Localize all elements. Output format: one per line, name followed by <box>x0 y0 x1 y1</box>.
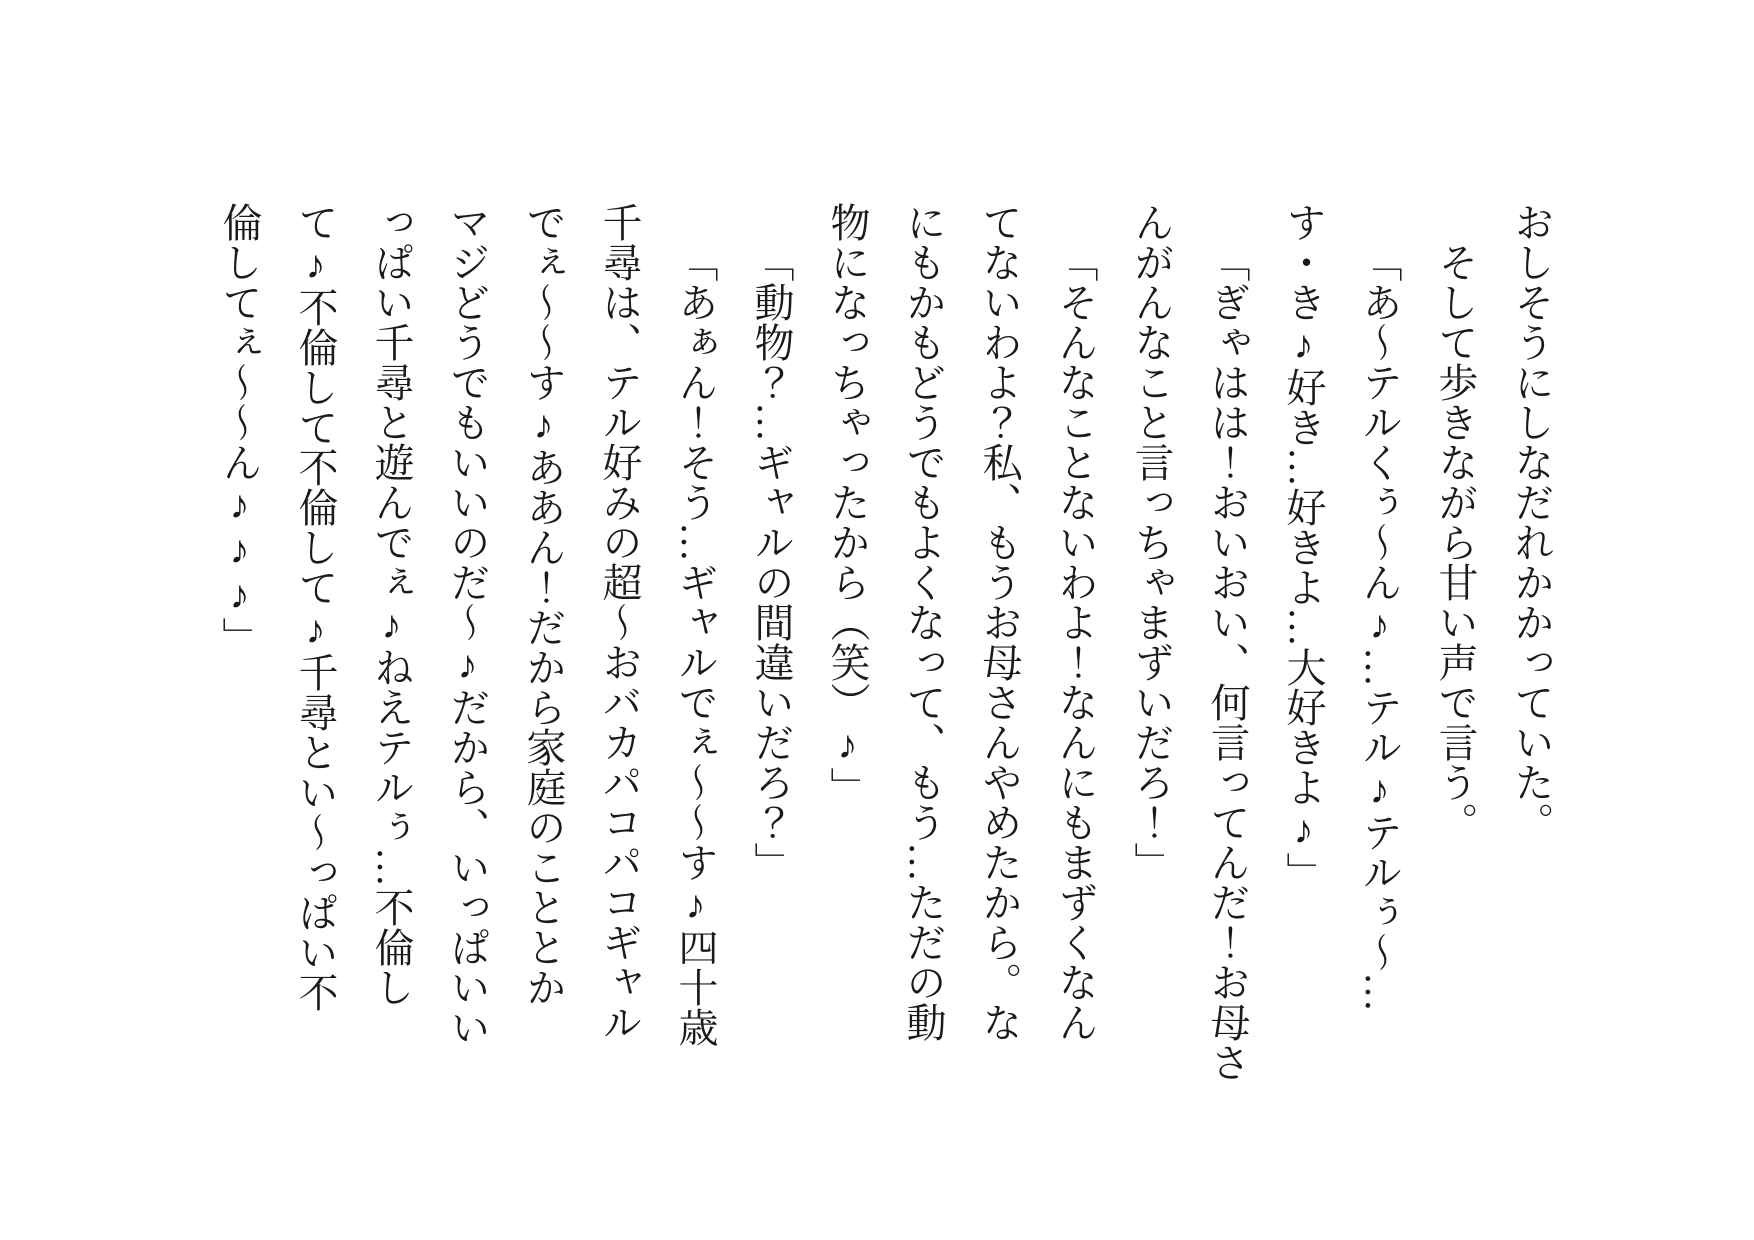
text-line: 倫してぇ〜〜ん♪♪♪」 <box>217 202 262 657</box>
text-line: 「そんなことないわよ！なんにもまずくなん <box>1053 242 1098 1042</box>
text-line: す・き♪好き…好きよ…大好きよ♪」 <box>1281 202 1326 892</box>
text-line: 「あ〜テルくぅ〜ん♪…テル♪テルぅ〜… <box>1357 242 1402 1012</box>
text-line: 千尋は、テル好みの超〜おバカパコパコギャル <box>597 202 642 1042</box>
text-line: おしそうにしなだれかかっていた。 <box>1509 202 1554 842</box>
text-line: でぇ〜〜す♪ああん！だから家庭のこととか <box>521 202 566 1007</box>
text-line: 「あぁん！そう…ギャルでぇ〜〜す♪四十歳 <box>673 242 718 1047</box>
text-block <box>201 202 1569 1102</box>
text-line: そして歩きながら甘い声で言う。 <box>1433 242 1478 842</box>
text-line: っぱい千尋と遊んでぇ♪ねえテルぅ…不倫し <box>369 202 414 1007</box>
text-line: マジどうでもいいのだ〜♪だから、いっぱいい <box>445 202 490 1047</box>
text-line: 「動物？…ギャルの間違いだろ？」 <box>749 242 794 882</box>
text-line: 「ぎゃはは！おいおい、何言ってんだ！お母さ <box>1205 242 1250 1082</box>
text-line: てないわよ？私、もうお母さんやめたから。な <box>977 202 1022 1042</box>
text-line: て♪不倫して不倫して♪千尋とい〜っぱい不 <box>293 202 338 1012</box>
text-line: 物になっちゃったから（笑）♪」 <box>825 202 870 807</box>
text-line: んがんなこと言っちゃまずいだろ！」 <box>1129 202 1174 882</box>
text-line: にもかもどうでもよくなって、もう…ただの動 <box>901 202 946 1042</box>
